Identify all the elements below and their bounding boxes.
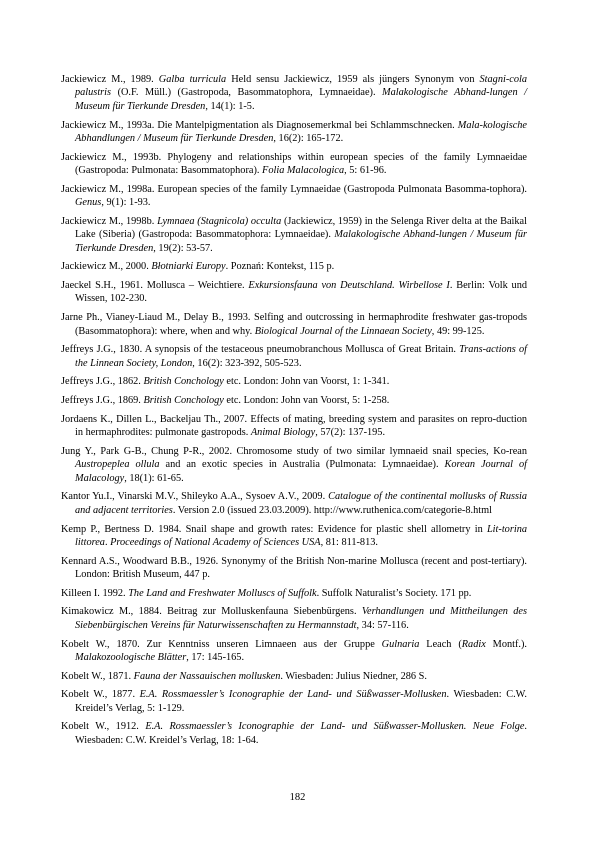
reference-text: . Wiesbaden: C.W. Kreidel’s Verlag, 5: 1-129. (75, 689, 527, 714)
reference-italic-text: Trans-actions of the Linnean Society, London (75, 344, 527, 369)
reference-entry (61, 311, 527, 338)
reference-entry (61, 279, 527, 306)
reference-italic-text: British Conchology (143, 376, 224, 388)
reference-text: Jackiewicz M., 2000. (61, 261, 152, 273)
reference-italic-text: Stagni-cola palustris (75, 74, 527, 99)
reference-text: Montf.). (485, 638, 527, 650)
reference-text: , 34: 57-116. (356, 619, 409, 631)
reference-entry (61, 523, 527, 550)
reference-entry (61, 555, 527, 582)
reference-text: , 57(2): 137-195. (315, 427, 386, 439)
reference-text: , 14(1): 1-5. (205, 100, 255, 112)
reference-text: Leach ( (419, 638, 462, 650)
reference-text: , 18(1): 61-65. (124, 472, 184, 484)
reference-text: (Jackiewicz, 1959) in the Selenga River delta at the Baikal Lake (Siberia) (Gastropoda: Basommatophora: Lymnaeidae). (75, 215, 527, 241)
reference-text: . Berlin: Volk und Wissen, 102-230. (75, 280, 527, 305)
reference-text: Jackiewicz M., 1998b. (61, 215, 158, 227)
reference-italic-text: Animal Biology (250, 427, 316, 439)
reference-entry (61, 260, 527, 273)
reference-entry (61, 73, 527, 113)
reference-text: Jackiewicz M., 1989. (61, 74, 159, 85)
reference-text: Kobelt W., 1871. (61, 670, 134, 682)
reference-text: Jackiewicz M., 1993a. Die Mantelpigmentation als Diagnosemerkmal bei Schlammschnecken. (61, 119, 458, 131)
reference-text: Jeffreys J.G., 1869. (61, 395, 144, 407)
reference-text: and an exotic species in Australia (Pulmonata: Lymnaeidae). (159, 459, 445, 471)
reference-text: Kobelt W., 1870. Zur Kenntniss unseren Limnaeen aus der Gruppe (61, 638, 382, 650)
reference-italic-text: Błotniarki Europy (151, 261, 226, 273)
reference-entry (61, 119, 527, 146)
reference-entry (61, 183, 527, 210)
reference-italic-text: Genus (75, 197, 102, 209)
reference-text: (O.F. Müll.) (Gastropoda, Basommatophora, Lymnaeidae). (111, 87, 383, 99)
reference-entry (61, 670, 527, 683)
reference-italic-text: Catalogue of the continental mollusks of Russia and adjacent territories (75, 491, 527, 516)
reference-text: Jaeckel S.H., 1961. Mollusca – Weichtiere. (61, 280, 249, 292)
reference-italic-text: Biological Journal of the Linnaean Society (254, 325, 432, 337)
reference-italic-text: Korean Journal of Malacology (75, 459, 527, 484)
reference-italic-text: E.A. Rossmaessler’s Iconographie der Land- und Süßwasser-Mollusken. Neue Folge (145, 721, 525, 733)
reference-text: Kantor Yu.I., Vinarski M.V., Shileyko A.A., Sysoev A.V., 2009. (61, 491, 329, 503)
reference-text: . Wiesbaden: C.W. Kreidel’s Verlag, 18: 1-64. (75, 721, 527, 746)
reference-text: Kennard A.S., Woodward B.B., 1926. Synonymy of the British Non-marine Mollusca (recent and post-tertiary). London: British Museum, 447 p. (61, 555, 527, 581)
reference-italic-text: Lymnaea (Stagnicola) occulta (157, 215, 282, 227)
reference-entry (61, 490, 527, 517)
reference-italic-text: Gulnaria (381, 638, 420, 650)
reference-text: Held sensu Jackiewicz, 1959 als jüngers Synonym von (226, 74, 480, 85)
reference-list (61, 73, 527, 753)
reference-text: Kobelt W., 1877. (61, 689, 140, 701)
reference-italic-text: Exkursionsfauna von Deutschland. Wirbellose I (248, 280, 450, 292)
reference-text: Jackiewicz M., 1993b. Phylogeny and relationships within european species of the family Lymnaeidae (Gastropoda: Pulmonata: Basommatophora). (61, 151, 527, 177)
reference-entry (61, 587, 527, 600)
reference-entry (61, 638, 527, 665)
reference-text: , 9(1): 1-93. (101, 197, 151, 209)
reference-italic-text: E.A. Rossmaessler’s Iconographie der Land- und Süßwasser-Mollusken (139, 689, 447, 701)
reference-italic-text: Galba turricula (158, 74, 227, 85)
reference-entry (61, 688, 527, 715)
reference-text: Kobelt W., 1912. (61, 721, 146, 733)
reference-italic-text: Malakologische Abhand-lungen / Museum für Tierkunde Dresden (75, 229, 527, 254)
reference-entry (61, 445, 527, 485)
reference-entry (61, 605, 527, 632)
reference-italic-text: Radix (461, 638, 486, 650)
reference-entry (61, 394, 527, 407)
reference-text: , 16(2): 165-172. (273, 132, 344, 144)
reference-text: etc. London: John van Voorst, 5: 1-258. (223, 395, 390, 407)
reference-italic-text: Fauna der Nassauischen mollusken (133, 670, 281, 682)
reference-entry (61, 343, 527, 370)
reference-text: . Suffolk Naturalist’s Society. 171 pp. (316, 587, 472, 599)
reference-text: , 81: 811-813. (320, 536, 378, 548)
reference-text: Jeffreys J.G., 1830. A synopsis of the testaceous pneumobranchous Mollusca of Great Britain. (61, 344, 460, 356)
reference-text: , 49: 99-125. (431, 325, 485, 337)
reference-text: etc. London: John van Voorst, 1: 1-341. (223, 376, 390, 388)
reference-italic-text: Austropeplea ollula (75, 459, 160, 471)
page-number: 182 (289, 792, 306, 803)
reference-entry (61, 215, 527, 255)
reference-italic-text: Verhandlungen und Mittheilungen des Siebenbürgischen Vereins für Naturwissenschaften zu Hermannstadt (75, 606, 527, 631)
reference-text: Jackiewicz M., 1998a. European species of the family Lymnaeidae (Gastropoda Pulmonata Basomma-tophora). (61, 183, 527, 195)
reference-text: Jung Y., Park G-B., Chung P-R., 2002. Chromosome study of two similar lymnaeid snail species, Ko-rean (61, 445, 527, 457)
reference-italic-text: Proceedings of National Academy of Sciences USA (110, 536, 321, 548)
reference-text: Kemp P., Bertness D. 1984. Snail shape and growth rates: Evidence for plastic shell allometry in (61, 523, 487, 535)
reference-text: , 17: 145-165. (186, 651, 245, 663)
reference-text: Jeffreys J.G., 1862. (61, 376, 144, 388)
reference-text: . Poznań: Kontekst, 115 p. (225, 261, 335, 273)
reference-entry (61, 151, 527, 178)
reference-text: . Wiesbaden: Julius Niedner, 286 S. (280, 670, 427, 682)
reference-italic-text: British Conchology (143, 395, 224, 407)
reference-text: Killeen I. 1992. (61, 587, 129, 599)
reference-italic-text: Malakologische Abhand-lungen / Museum für Tierkunde Dresden (75, 87, 527, 112)
reference-entry (61, 720, 527, 747)
reference-italic-text: Malakozoologische Blätter (75, 651, 187, 663)
reference-italic-text: Folia Malacologica (262, 165, 345, 177)
reference-text: , 16(2): 323-392, 505-523. (192, 357, 302, 369)
reference-entry (61, 375, 527, 388)
reference-text: Jarne Ph., Vianey-Liaud M., Delay B., 1993. Selfing and outcrossing in hermaphrodite freshwater gas-tropods (Basommatophora): where, when and why. (61, 312, 527, 337)
reference-text: . Version 2.0 (issued 23.03.2009). http://www.ruthenica.com/categorie-8.html (172, 504, 492, 516)
reference-text: Jordaens K., Dillen L., Backeljau Th., 2007. Effects of mating, breeding system and parasites on repro-duction in hermaphrodites: pulmonate gastropods. (61, 413, 527, 439)
reference-text: Kimakowicz M., 1884. Beitrag zur Molluskenfauna Siebenbürgens. (61, 606, 362, 618)
reference-entry (61, 413, 527, 440)
reference-italic-text: Lit-torina littorea (75, 523, 527, 548)
reference-text: , 5: 61-96. (344, 165, 387, 177)
reference-italic-text: Mala-kologische Abhandlungen / Museum für Tierkunde Dresden (75, 119, 527, 144)
reference-text: , 19(2): 53-57. (153, 242, 213, 254)
reference-italic-text: The Land and Freshwater Molluscs of Suffolk (128, 587, 317, 599)
reference-text: . (104, 536, 111, 548)
